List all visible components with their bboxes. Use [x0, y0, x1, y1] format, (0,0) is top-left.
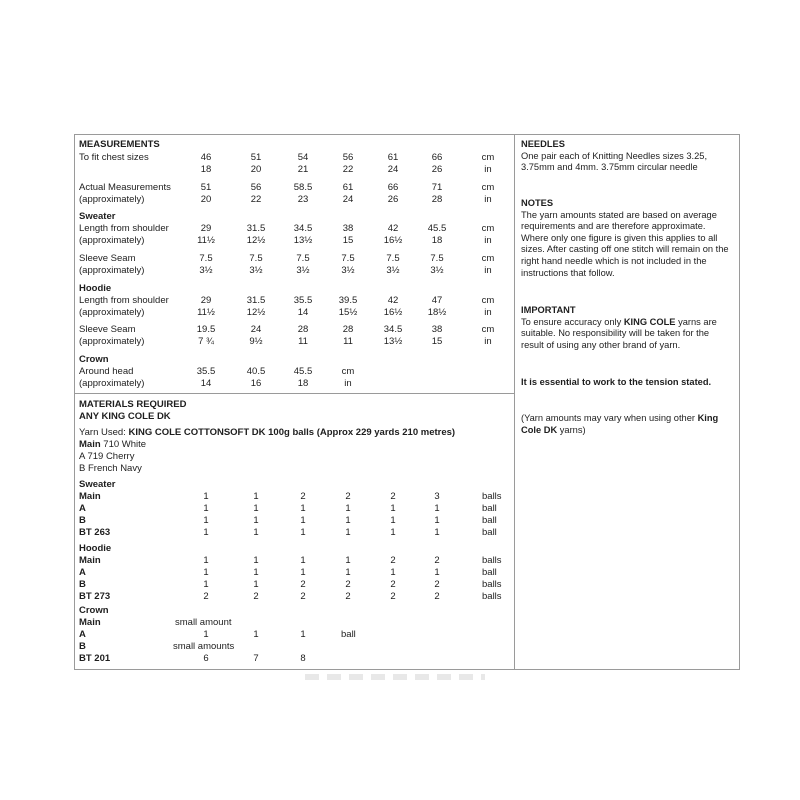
crown-label-2: (approximately) — [79, 378, 145, 389]
hoodie-materials-row-2-label: A — [79, 567, 86, 578]
sweater-materials-row-1-val-1: 1 — [203, 491, 209, 502]
sweater-sleeve-in-2: 3½ — [249, 265, 263, 276]
sweater-sleeve-in-5: 3½ — [386, 265, 400, 276]
sweater-length-cm-3: 34.5 — [293, 223, 313, 234]
colour-main-name: 710 White — [103, 439, 147, 450]
hoodie-materials-row-3-val-1: 1 — [203, 579, 209, 590]
sweater-length-cm-5: 42 — [387, 223, 399, 234]
sweater-sleeve-in-3: 3½ — [296, 265, 310, 276]
sweater-sleeve-cm-5: 7.5 — [386, 253, 400, 264]
sweater-materials-row-2-label: A — [79, 503, 86, 514]
hoodie-materials-row-1-label: Main — [79, 555, 101, 566]
hoodie-length-in-1: 11½ — [197, 307, 215, 318]
sweater-materials-row-3-val-3: 1 — [300, 515, 306, 526]
hoodie-materials-row-1-val-5: 2 — [390, 555, 396, 566]
materials-sweater-title: Sweater — [79, 479, 116, 490]
hoodie-length-in-6: 18½ — [427, 307, 447, 318]
hoodie-length-unit-in: in — [484, 307, 492, 318]
sweater-length-cm-1: 29 — [200, 223, 212, 234]
sweater-sleeve-in-1: 3½ — [199, 265, 213, 276]
sweater-sleeve-in-6: 3½ — [430, 265, 444, 276]
chest-in-6: 26 — [431, 164, 443, 175]
vary-brand: King Cole DK — [521, 413, 719, 435]
chest-cm-6: 66 — [431, 152, 443, 163]
hoodie-materials-row-4-val-1: 2 — [203, 591, 209, 602]
hoodie-length-cm-1: 29 — [200, 295, 212, 306]
sweater-materials-row-1-val-5: 2 — [390, 491, 396, 502]
hoodie-sleeve-label-1: Sleeve Seam — [79, 324, 136, 335]
hoodie-materials-row-3-val-5: 2 — [390, 579, 396, 590]
materials-hoodie-title: Hoodie — [79, 543, 112, 554]
hoodie-materials-row-4-val-3: 2 — [300, 591, 306, 602]
actual-label-1: Actual Measurements — [79, 182, 171, 193]
needles-title: NEEDLES — [521, 139, 565, 149]
hoodie-sleeve-unit-in: in — [484, 336, 492, 347]
sweater-length-cm-4: 38 — [342, 223, 354, 234]
crown-size-in-2: 16 — [250, 378, 262, 389]
actual-cm-5: 66 — [387, 182, 399, 193]
sweater-materials-row-2-val-5: 1 — [390, 503, 396, 514]
sweater-length-in-6: 18 — [431, 235, 443, 246]
sweater-length-in-5: 16½ — [383, 235, 403, 246]
colour-b — [79, 463, 142, 474]
sweater-materials-row-3-unit: ball — [482, 515, 497, 526]
sweater-materials-row-1-val-3: 2 — [300, 491, 306, 502]
sweater-materials-row-3-label: B — [79, 515, 86, 526]
important-block — [521, 305, 733, 351]
hoodie-sleeve-in-6: 15 — [431, 336, 443, 347]
sweater-materials-row-4-val-6: 1 — [434, 527, 440, 538]
hoodie-materials-row-3-val-2: 1 — [253, 579, 259, 590]
hoodie-sleeve-in-2: 9½ — [249, 336, 263, 347]
actual-in-2: 22 — [250, 194, 262, 205]
chest-unit-in: in — [484, 164, 492, 175]
sweater-materials-row-2-unit: ball — [482, 503, 497, 514]
hoodie-materials-row-1-unit: balls — [482, 555, 502, 566]
crown-b-label: B — [79, 641, 86, 652]
hoodie-sleeve-cm-4: 28 — [342, 324, 354, 335]
crown-a-unit: ball — [341, 629, 356, 640]
sweater-materials-row-4-val-3: 1 — [300, 527, 306, 538]
sweater-materials-row-4-unit: ball — [482, 527, 497, 538]
crown-main-note: small amount — [175, 617, 232, 628]
sweater-materials-row-3-val-4: 1 — [345, 515, 351, 526]
sweater-title: Sweater — [79, 211, 116, 222]
actual-cm-2: 56 — [250, 182, 262, 193]
sweater-materials-row-2-val-1: 1 — [203, 503, 209, 514]
hoodie-materials-row-2-val-2: 1 — [253, 567, 259, 578]
tension-note: It is essential to work to the tension stated. — [521, 377, 712, 387]
notes-title: NOTES — [521, 198, 554, 208]
faded-footer-logo — [305, 674, 485, 680]
hoodie-materials-row-2-unit: ball — [482, 567, 497, 578]
sweater-materials-row-2-val-2: 1 — [253, 503, 259, 514]
crown-label-1: Around head — [79, 366, 134, 377]
crown-bt-val-3: 8 — [300, 653, 306, 664]
sweater-materials-row-2-val-6: 1 — [434, 503, 440, 514]
chest-cm-1: 46 — [200, 152, 212, 163]
crown-size-unit-in: in — [344, 378, 352, 389]
crown-a-val-3: 1 — [300, 629, 306, 640]
hoodie-materials-row-2-val-5: 1 — [390, 567, 396, 578]
sweater-materials-row-4-label: BT 263 — [79, 527, 111, 538]
sweater-materials-row-1-unit: balls — [482, 491, 502, 502]
sweater-materials-row-1-val-6: 3 — [434, 491, 440, 502]
sweater-materials-row-3-val-5: 1 — [390, 515, 396, 526]
hoodie-sleeve-in-4: 11 — [343, 336, 353, 347]
chest-label: To fit chest sizes — [79, 152, 149, 163]
hoodie-sleeve-cm-6: 38 — [431, 324, 443, 335]
hoodie-materials-row-2-val-4: 1 — [345, 567, 351, 578]
crown-size-cm-1: 35.5 — [196, 366, 216, 377]
section-divider — [74, 393, 515, 394]
yarn-vary-note — [521, 413, 733, 436]
important-brand: KING COLE — [623, 316, 676, 327]
important-title: IMPORTANT — [521, 305, 576, 315]
materials-crown-title: Crown — [79, 605, 109, 616]
colour-b-name: French Navy — [87, 463, 142, 474]
hoodie-materials-row-3-val-3: 2 — [300, 579, 306, 590]
hoodie-materials-row-2-val-1: 1 — [203, 567, 209, 578]
actual-in-5: 26 — [387, 194, 399, 205]
sweater-materials-row-2-val-3: 1 — [300, 503, 306, 514]
yarn-used-prefix: Yarn Used: — [79, 427, 129, 438]
hoodie-length-cm-5: 42 — [387, 295, 399, 306]
hoodie-materials-row-3-val-4: 2 — [345, 579, 351, 590]
sweater-sleeve-cm-3: 7.5 — [296, 253, 310, 264]
vary-post: yarns) — [557, 424, 586, 435]
hoodie-materials-row-1-val-2: 1 — [253, 555, 259, 566]
hoodie-sleeve-cm-2: 24 — [250, 324, 262, 335]
hoodie-sleeve-cm-1: 19.5 — [196, 324, 216, 335]
column-divider — [514, 134, 515, 670]
chest-in-4: 22 — [342, 164, 354, 175]
chest-cm-2: 51 — [250, 152, 262, 163]
chest-in-2: 20 — [250, 164, 262, 175]
yarn-name: KING COLE COTTONSOFT DK 100g balls (Approx 229 yards 210 metres) — [128, 427, 456, 438]
sweater-materials-row-3-val-6: 1 — [434, 515, 440, 526]
sweater-length-in-1: 11½ — [197, 235, 215, 246]
hoodie-materials-row-4-label: BT 273 — [79, 591, 111, 602]
crown-a-val-1: 1 — [203, 629, 209, 640]
important-post: yarns are suitable. No responsibility will be taken for the result of using any other brand of yarn. — [521, 316, 717, 350]
sweater-length-cm-6: 45.5 — [427, 223, 447, 234]
hoodie-length-in-3: 14 — [297, 307, 309, 318]
notes-block — [521, 198, 733, 279]
hoodie-sleeve-cm-5: 34.5 — [383, 324, 403, 335]
materials-title: MATERIALS REQUIRED — [79, 399, 187, 410]
hoodie-materials-row-1-val-3: 1 — [300, 555, 306, 566]
colour-a — [79, 451, 134, 462]
hoodie-length-cm-3: 35.5 — [293, 295, 313, 306]
colour-a-name: 719 Cherry — [87, 451, 135, 462]
hoodie-sleeve-label-2: (approximately) — [79, 336, 145, 347]
sweater-materials-row-2-val-4: 1 — [345, 503, 351, 514]
sweater-materials-row-1-label: Main — [79, 491, 101, 502]
hoodie-materials-row-4-unit: balls — [482, 591, 502, 602]
chest-in-5: 24 — [387, 164, 399, 175]
actual-cm-6: 71 — [431, 182, 443, 193]
sweater-length-unit-in: in — [484, 235, 492, 246]
hoodie-materials-row-3-val-6: 2 — [434, 579, 440, 590]
crown-main-label: Main — [79, 617, 101, 628]
yarn-used-line — [79, 427, 455, 438]
measurements-title: MEASUREMENTS — [79, 139, 160, 150]
materials-subtitle: ANY KING COLE DK — [79, 411, 171, 422]
hoodie-materials-row-3-label: B — [79, 579, 86, 590]
hoodie-length-label-1: Length from shoulder — [79, 295, 169, 306]
sweater-sleeve-label-1: Sleeve Seam — [79, 253, 136, 264]
hoodie-materials-row-4-val-4: 2 — [345, 591, 351, 602]
hoodie-materials-row-2-val-3: 1 — [300, 567, 306, 578]
hoodie-materials-row-3-unit: balls — [482, 579, 502, 590]
actual-cm-4: 61 — [342, 182, 354, 193]
hoodie-length-cm-4: 39.5 — [338, 295, 358, 306]
hoodie-sleeve-in-5: 13½ — [383, 336, 403, 347]
actual-cm-3: 58.5 — [293, 182, 313, 193]
actual-unit-cm: cm — [481, 182, 495, 193]
sweater-materials-row-4-val-4: 1 — [345, 527, 351, 538]
sweater-sleeve-in-4: 3½ — [341, 265, 355, 276]
hoodie-sleeve-in-1: 7 ¾ — [198, 336, 214, 347]
hoodie-length-in-4: 15½ — [338, 307, 358, 318]
sweater-materials-row-3-val-1: 1 — [203, 515, 209, 526]
actual-cm-1: 51 — [200, 182, 212, 193]
actual-in-1: 20 — [200, 194, 212, 205]
sweater-length-unit-cm: cm — [481, 223, 495, 234]
actual-in-6: 28 — [431, 194, 443, 205]
colour-b-key: B — [79, 463, 86, 474]
sweater-length-label-2: (approximately) — [79, 235, 145, 246]
crown-bt-val-2: 7 — [253, 653, 259, 664]
vary-pre: (Yarn amounts may vary when using other — [521, 413, 698, 423]
chest-unit-cm: cm — [481, 152, 495, 163]
sweater-materials-row-4-val-5: 1 — [390, 527, 396, 538]
hoodie-materials-row-1-val-6: 2 — [434, 555, 440, 566]
actual-label-2: (approximately) — [79, 194, 145, 205]
crown-size-unit-cm: cm — [341, 366, 355, 377]
crown-a-val-2: 1 — [253, 629, 259, 640]
sweater-length-in-4: 15 — [342, 235, 354, 246]
actual-unit-in: in — [484, 194, 492, 205]
sweater-length-cm-2: 31.5 — [246, 223, 266, 234]
crown-size-in-3: 18 — [297, 378, 309, 389]
hoodie-length-label-2: (approximately) — [79, 307, 145, 318]
sweater-length-in-3: 13½ — [293, 235, 313, 246]
chest-cm-5: 61 — [387, 152, 399, 163]
hoodie-sleeve-cm-3: 28 — [297, 324, 309, 335]
sweater-length-in-2: 12½ — [246, 235, 266, 246]
notes-text: The yarn amounts stated are based on average requirements and are therefore approximate. Where only one figure is given this applies to all sizes. After casting off one stitch will remain on the right hand needle which is not included in the instructions that follow. — [521, 209, 729, 278]
hoodie-materials-row-4-val-6: 2 — [434, 591, 440, 602]
chest-cm-4: 56 — [342, 152, 354, 163]
needles-text: One pair each of Knitting Needles sizes 3.25, 3.75mm and 4mm. 3.75mm circular needle — [521, 150, 708, 173]
sweater-materials-row-4-val-2: 1 — [253, 527, 259, 538]
crown-bt-label: BT 201 — [79, 653, 111, 664]
hoodie-length-cm-6: 47 — [431, 295, 443, 306]
hoodie-sleeve-unit-cm: cm — [481, 324, 495, 335]
colour-a-key: A — [79, 451, 85, 462]
sweater-sleeve-cm-1: 7.5 — [199, 253, 213, 264]
sweater-sleeve-unit-in: in — [484, 265, 492, 276]
crown-size-in-1: 14 — [200, 378, 212, 389]
hoodie-length-unit-cm: cm — [481, 295, 495, 306]
chest-in-3: 21 — [297, 164, 309, 175]
sweater-materials-row-4-val-1: 1 — [203, 527, 209, 538]
hoodie-length-in-5: 16½ — [383, 307, 403, 318]
sweater-materials-row-1-val-2: 1 — [253, 491, 259, 502]
crown-size-cm-3: 45.5 — [293, 366, 313, 377]
sweater-sleeve-cm-4: 7.5 — [341, 253, 355, 264]
important-text — [521, 317, 733, 352]
hoodie-materials-row-1-val-1: 1 — [203, 555, 209, 566]
colour-main — [79, 439, 146, 450]
needles-block — [521, 139, 733, 174]
important-pre: To ensure accuracy only — [521, 316, 624, 327]
chest-cm-3: 54 — [297, 152, 309, 163]
crown-size-cm-2: 40.5 — [246, 366, 266, 377]
colour-main-key: Main — [79, 439, 101, 450]
sweater-length-label-1: Length from shoulder — [79, 223, 169, 234]
chest-in-1: 18 — [200, 164, 212, 175]
crown-b-note: small amounts — [173, 641, 235, 652]
sweater-sleeve-unit-cm: cm — [481, 253, 495, 264]
hoodie-title: Hoodie — [79, 283, 112, 294]
crown-bt-val-1: 6 — [203, 653, 209, 664]
sweater-materials-row-1-val-4: 2 — [345, 491, 351, 502]
sweater-sleeve-cm-2: 7.5 — [249, 253, 263, 264]
hoodie-materials-row-1-val-4: 1 — [345, 555, 351, 566]
actual-in-3: 23 — [297, 194, 309, 205]
hoodie-materials-row-2-val-6: 1 — [434, 567, 440, 578]
crown-a-label: A — [79, 629, 86, 640]
hoodie-length-cm-2: 31.5 — [246, 295, 266, 306]
actual-in-4: 24 — [342, 194, 354, 205]
hoodie-materials-row-4-val-2: 2 — [253, 591, 259, 602]
sweater-sleeve-label-2: (approximately) — [79, 265, 145, 276]
hoodie-length-in-2: 12½ — [246, 307, 266, 318]
sweater-materials-row-3-val-2: 1 — [253, 515, 259, 526]
sweater-sleeve-cm-6: 7.5 — [430, 253, 444, 264]
hoodie-sleeve-in-3: 11 — [298, 336, 308, 347]
crown-title: Crown — [79, 354, 109, 365]
hoodie-materials-row-4-val-5: 2 — [390, 591, 396, 602]
